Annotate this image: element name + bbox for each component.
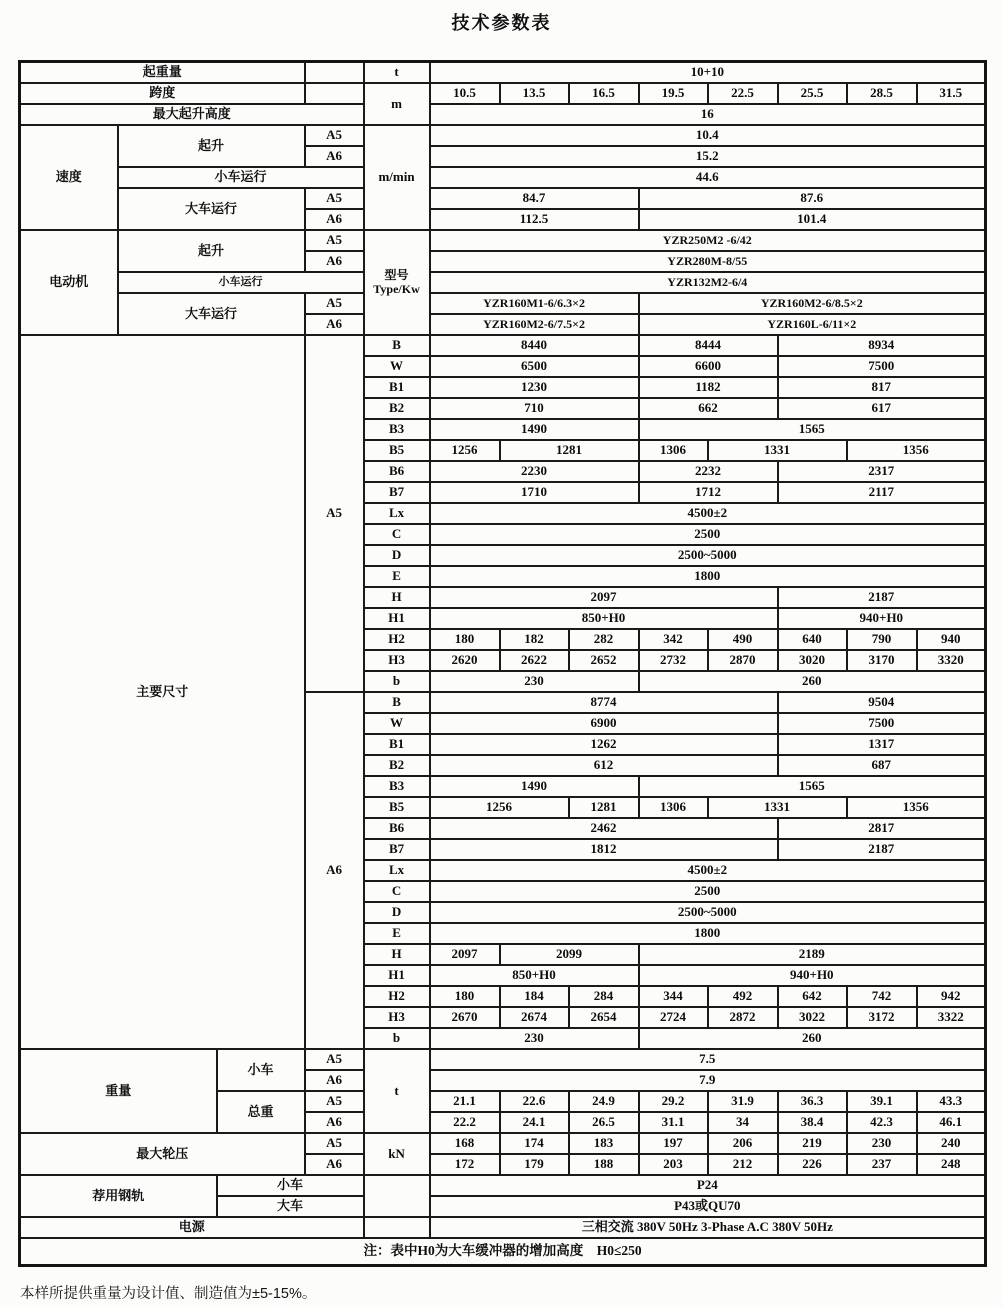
- grade-a6: A6: [305, 1154, 364, 1175]
- value-cell: 2724: [639, 1007, 708, 1028]
- dim-symbol: B1: [364, 734, 430, 755]
- dim-symbol: H1: [364, 965, 430, 986]
- value-cell: 230: [430, 671, 639, 692]
- value-cell: 850+H0: [430, 608, 778, 629]
- row-label-trolley: 小车: [217, 1175, 364, 1196]
- value-cell: 1331: [708, 797, 847, 818]
- value-cell: 3172: [847, 1007, 917, 1028]
- value-cell: 2870: [708, 650, 778, 671]
- section-label-rec-rail: 荐用钢轨: [20, 1175, 217, 1217]
- value-cell: 940+H0: [639, 965, 986, 986]
- model-label-en: Type/Kw: [373, 281, 420, 296]
- dim-symbol: H3: [364, 1007, 430, 1028]
- value-cell: 6500: [430, 356, 639, 377]
- row-label-crane: 大车: [217, 1196, 364, 1217]
- motor-hoist-a6-value: YZR280M-8/55: [430, 251, 986, 272]
- value-cell: 2500~5000: [430, 902, 986, 923]
- row-label-crane-travel: 大车运行: [118, 188, 305, 230]
- value-cell: 29.2: [639, 1091, 708, 1112]
- table-note: 注：表中H0为大车缓冲器的增加高度 H0≤250: [20, 1238, 986, 1266]
- value-cell: 1306: [639, 797, 708, 818]
- value-cell: 940+H0: [778, 608, 986, 629]
- value-cell: 183: [569, 1133, 639, 1154]
- value-cell: 3170: [847, 650, 917, 671]
- value-cell: 38.4: [778, 1112, 847, 1133]
- technical-parameters-table: [18, 60, 987, 1267]
- grade-a6: A6: [305, 146, 364, 167]
- rail-crane-value: P43或QU70: [430, 1196, 986, 1217]
- value-cell: 43.3: [917, 1091, 986, 1112]
- value-cell: 1565: [639, 419, 986, 440]
- motor-trolley-value: YZR132M2-6/4: [430, 272, 986, 293]
- grade-a6: A6: [305, 692, 364, 1049]
- motor-crane-a6-value: YZR160L-6/11×2: [639, 314, 986, 335]
- row-label-hoist: 起升: [118, 125, 305, 167]
- span-value: 16.5: [569, 83, 639, 104]
- value-cell: 2620: [430, 650, 500, 671]
- value-cell: 180: [430, 629, 500, 650]
- span-value: 10.5: [430, 83, 500, 104]
- row-label-trolley: 小车: [217, 1049, 305, 1091]
- value-cell: 742: [847, 986, 917, 1007]
- dim-symbol: D: [364, 545, 430, 566]
- dim-symbol: b: [364, 671, 430, 692]
- grade-a6: A6: [305, 314, 364, 335]
- speed-crane-a6-value: 112.5: [430, 209, 639, 230]
- value-cell: 26.5: [569, 1112, 639, 1133]
- value-cell: 2872: [708, 1007, 778, 1028]
- span-value: 28.5: [847, 83, 917, 104]
- value-cell: 492: [708, 986, 778, 1007]
- value-cell: 282: [569, 629, 639, 650]
- value-cell: 2232: [639, 461, 778, 482]
- grade-a5: A5: [305, 188, 364, 209]
- empty-cell: [305, 83, 364, 104]
- row-label-max-lift-height: 最大起升高度: [20, 104, 364, 125]
- value-cell: 6900: [430, 713, 778, 734]
- value-cell: 2500: [430, 524, 986, 545]
- span-value: 25.5: [778, 83, 847, 104]
- dim-symbol: H3: [364, 650, 430, 671]
- grade-a5: A5: [305, 335, 364, 692]
- value-cell: 1710: [430, 482, 639, 503]
- dim-symbol: B3: [364, 419, 430, 440]
- unit-m: m: [364, 83, 430, 125]
- value-cell: 2817: [778, 818, 986, 839]
- dim-symbol: D: [364, 902, 430, 923]
- dim-symbol: W: [364, 713, 430, 734]
- section-label-motor: 电动机: [20, 230, 118, 335]
- value-cell: 2317: [778, 461, 986, 482]
- value-cell: 168: [430, 1133, 500, 1154]
- value-cell: 34: [708, 1112, 778, 1133]
- value-cell: 4500±2: [430, 503, 986, 524]
- value-cell: 2230: [430, 461, 639, 482]
- dim-symbol: H1: [364, 608, 430, 629]
- span-value: 31.5: [917, 83, 986, 104]
- value-cell: 206: [708, 1133, 778, 1154]
- dim-symbol: B1: [364, 377, 430, 398]
- value-cell: 2187: [778, 839, 986, 860]
- unit-model-type: [364, 230, 430, 335]
- value-cell: 1256: [430, 440, 500, 461]
- value-cell: 2189: [639, 944, 986, 965]
- model-label-cn: 型号: [384, 267, 409, 282]
- grade-a6: A6: [305, 1112, 364, 1133]
- value-cell: 8440: [430, 335, 639, 356]
- dim-symbol: B7: [364, 482, 430, 503]
- value-cell: 1281: [569, 797, 639, 818]
- value-cell: 1182: [639, 377, 778, 398]
- grade-a5: A5: [305, 293, 364, 314]
- section-label-max-wheel-load: 最大轮压: [20, 1133, 305, 1175]
- value-cell: 6600: [639, 356, 778, 377]
- row-label-power: 电源: [20, 1217, 364, 1238]
- value-cell: 260: [639, 671, 986, 692]
- value-cell: 212: [708, 1154, 778, 1175]
- value-cell: 21.1: [430, 1091, 500, 1112]
- value-cell: 203: [639, 1154, 708, 1175]
- value-cell: 817: [778, 377, 986, 398]
- span-value: 22.5: [708, 83, 778, 104]
- dim-symbol: E: [364, 923, 430, 944]
- value-cell: 662: [639, 398, 778, 419]
- value-cell: 640: [778, 629, 847, 650]
- value-cell: 46.1: [917, 1112, 986, 1133]
- value-cell: 3020: [778, 650, 847, 671]
- value-cell: 39.1: [847, 1091, 917, 1112]
- value-cell: 226: [778, 1154, 847, 1175]
- value-cell: 850+H0: [430, 965, 639, 986]
- value-cell: 612: [430, 755, 778, 776]
- value-cell: 2099: [500, 944, 639, 965]
- row-label-crane-travel: 大车运行: [118, 293, 305, 335]
- value-cell: 2652: [569, 650, 639, 671]
- value-cell: 617: [778, 398, 986, 419]
- value-cell: 172: [430, 1154, 500, 1175]
- unit-m-min: m/min: [364, 125, 430, 230]
- value-cell: 2187: [778, 587, 986, 608]
- row-label-hoist: 起升: [118, 230, 305, 272]
- dim-symbol: B2: [364, 755, 430, 776]
- dim-symbol: B6: [364, 818, 430, 839]
- speed-crane-a5-value: 84.7: [430, 188, 639, 209]
- power-value: 三相交流 380V 50Hz 3-Phase A.C 380V 50Hz: [430, 1217, 986, 1238]
- value-cell: 642: [778, 986, 847, 1007]
- value-cell: 174: [500, 1133, 569, 1154]
- dim-symbol: B5: [364, 797, 430, 818]
- span-value: 19.5: [639, 83, 708, 104]
- value-cell: 31.9: [708, 1091, 778, 1112]
- speed-hoist-a6-value: 15.2: [430, 146, 986, 167]
- speed-hoist-a5-value: 10.4: [430, 125, 986, 146]
- value-cell: 1490: [430, 419, 639, 440]
- weight-trolley-a5-value: 7.5: [430, 1049, 986, 1070]
- capacity-value: 10+10: [430, 62, 986, 84]
- value-cell: 1356: [847, 440, 986, 461]
- dim-symbol: B: [364, 335, 430, 356]
- dim-symbol: E: [364, 566, 430, 587]
- value-cell: 260: [639, 1028, 986, 1049]
- dim-symbol: b: [364, 1028, 430, 1049]
- value-cell: 219: [778, 1133, 847, 1154]
- value-cell: 36.3: [778, 1091, 847, 1112]
- value-cell: 24.9: [569, 1091, 639, 1112]
- value-cell: 687: [778, 755, 986, 776]
- value-cell: 2670: [430, 1007, 500, 1028]
- grade-a5: A5: [305, 1049, 364, 1070]
- value-cell: 31.1: [639, 1112, 708, 1133]
- empty-cell: [364, 1217, 430, 1238]
- dim-symbol: H: [364, 587, 430, 608]
- value-cell: 8774: [430, 692, 778, 713]
- value-cell: 2097: [430, 944, 500, 965]
- value-cell: 2097: [430, 587, 778, 608]
- dim-symbol: H: [364, 944, 430, 965]
- value-cell: 1262: [430, 734, 778, 755]
- value-cell: 182: [500, 629, 569, 650]
- unit-t: t: [364, 1049, 430, 1133]
- grade-a5: A5: [305, 125, 364, 146]
- value-cell: 237: [847, 1154, 917, 1175]
- value-cell: 179: [500, 1154, 569, 1175]
- motor-crane-a5-value: YZR160M1-6/6.3×2: [430, 293, 639, 314]
- max-lift-height-value: 16: [430, 104, 986, 125]
- value-cell: 1712: [639, 482, 778, 503]
- speed-crane-a6-value: 101.4: [639, 209, 986, 230]
- value-cell: 1256: [430, 797, 569, 818]
- value-cell: 1281: [500, 440, 639, 461]
- value-cell: 1490: [430, 776, 639, 797]
- value-cell: 1565: [639, 776, 986, 797]
- dim-symbol: B: [364, 692, 430, 713]
- value-cell: 197: [639, 1133, 708, 1154]
- section-label-speed: 速度: [20, 125, 118, 230]
- row-label-trolley-travel: 小车运行: [118, 272, 364, 293]
- dim-symbol: H2: [364, 986, 430, 1007]
- motor-hoist-a5-value: YZR250M2 -6/42: [430, 230, 986, 251]
- value-cell: 2654: [569, 1007, 639, 1028]
- grade-a5: A5: [305, 1091, 364, 1112]
- rail-trolley-value: P24: [430, 1175, 986, 1196]
- dim-symbol: C: [364, 881, 430, 902]
- value-cell: 188: [569, 1154, 639, 1175]
- section-label-weight: 重量: [20, 1049, 217, 1133]
- value-cell: 2462: [430, 818, 778, 839]
- value-cell: 1800: [430, 923, 986, 944]
- dim-symbol: B7: [364, 839, 430, 860]
- motor-crane-a6-value: YZR160M2-6/7.5×2: [430, 314, 639, 335]
- value-cell: 3322: [917, 1007, 986, 1028]
- grade-a6: A6: [305, 209, 364, 230]
- grade-a5: A5: [305, 230, 364, 251]
- value-cell: 1812: [430, 839, 778, 860]
- grade-a6: A6: [305, 1070, 364, 1091]
- motor-crane-a5-value: YZR160M2-6/8.5×2: [639, 293, 986, 314]
- grade-a6: A6: [305, 251, 364, 272]
- dim-symbol: C: [364, 524, 430, 545]
- dim-symbol: Lx: [364, 860, 430, 881]
- value-cell: 22.6: [500, 1091, 569, 1112]
- value-cell: 3022: [778, 1007, 847, 1028]
- value-cell: 1800: [430, 566, 986, 587]
- value-cell: 940: [917, 629, 986, 650]
- dim-symbol: B2: [364, 398, 430, 419]
- value-cell: 1306: [639, 440, 708, 461]
- value-cell: 7500: [778, 356, 986, 377]
- value-cell: 230: [847, 1133, 917, 1154]
- weight-trolley-a6-value: 7.9: [430, 1070, 986, 1091]
- dim-symbol: Lx: [364, 503, 430, 524]
- value-cell: 9504: [778, 692, 986, 713]
- value-cell: 42.3: [847, 1112, 917, 1133]
- unit-t: t: [364, 62, 430, 84]
- value-cell: 230: [430, 1028, 639, 1049]
- value-cell: 240: [917, 1133, 986, 1154]
- value-cell: 490: [708, 629, 778, 650]
- span-value: 13.5: [500, 83, 569, 104]
- dim-symbol: H2: [364, 629, 430, 650]
- value-cell: 8934: [778, 335, 986, 356]
- value-cell: 7500: [778, 713, 986, 734]
- dim-symbol: W: [364, 356, 430, 377]
- dim-symbol: B6: [364, 461, 430, 482]
- value-cell: 2500: [430, 881, 986, 902]
- value-cell: 2674: [500, 1007, 569, 1028]
- value-cell: 342: [639, 629, 708, 650]
- row-label-trolley-travel: 小车运行: [118, 167, 364, 188]
- grade-a5: A5: [305, 1133, 364, 1154]
- value-cell: 1230: [430, 377, 639, 398]
- value-cell: 710: [430, 398, 639, 419]
- dim-symbol: B3: [364, 776, 430, 797]
- value-cell: 2117: [778, 482, 986, 503]
- value-cell: 1317: [778, 734, 986, 755]
- value-cell: 248: [917, 1154, 986, 1175]
- footnote: 本样所提供重量为设计值、制造值为±5-15%。: [20, 1286, 317, 1302]
- section-label-main-dims: 主要尺寸: [20, 335, 305, 1049]
- value-cell: 22.2: [430, 1112, 500, 1133]
- value-cell: 1356: [847, 797, 986, 818]
- value-cell: 284: [569, 986, 639, 1007]
- value-cell: 2622: [500, 650, 569, 671]
- dim-symbol: B5: [364, 440, 430, 461]
- value-cell: 942: [917, 986, 986, 1007]
- page-title: 技术参数表: [451, 13, 552, 33]
- value-cell: 2500~5000: [430, 545, 986, 566]
- speed-crane-a5-value: 87.6: [639, 188, 986, 209]
- value-cell: 184: [500, 986, 569, 1007]
- speed-trolley-value: 44.6: [430, 167, 986, 188]
- unit-kn: kN: [364, 1133, 430, 1175]
- empty-cell: [305, 62, 364, 84]
- value-cell: 24.1: [500, 1112, 569, 1133]
- value-cell: 790: [847, 629, 917, 650]
- row-label-total-weight: 总重: [217, 1091, 305, 1133]
- value-cell: 3320: [917, 650, 986, 671]
- value-cell: 2732: [639, 650, 708, 671]
- value-cell: 344: [639, 986, 708, 1007]
- row-label-capacity: 起重量: [20, 62, 305, 84]
- value-cell: 8444: [639, 335, 778, 356]
- value-cell: 1331: [708, 440, 847, 461]
- empty-cell: [364, 1175, 430, 1217]
- value-cell: 180: [430, 986, 500, 1007]
- value-cell: 4500±2: [430, 860, 986, 881]
- row-label-span: 跨度: [20, 83, 305, 104]
